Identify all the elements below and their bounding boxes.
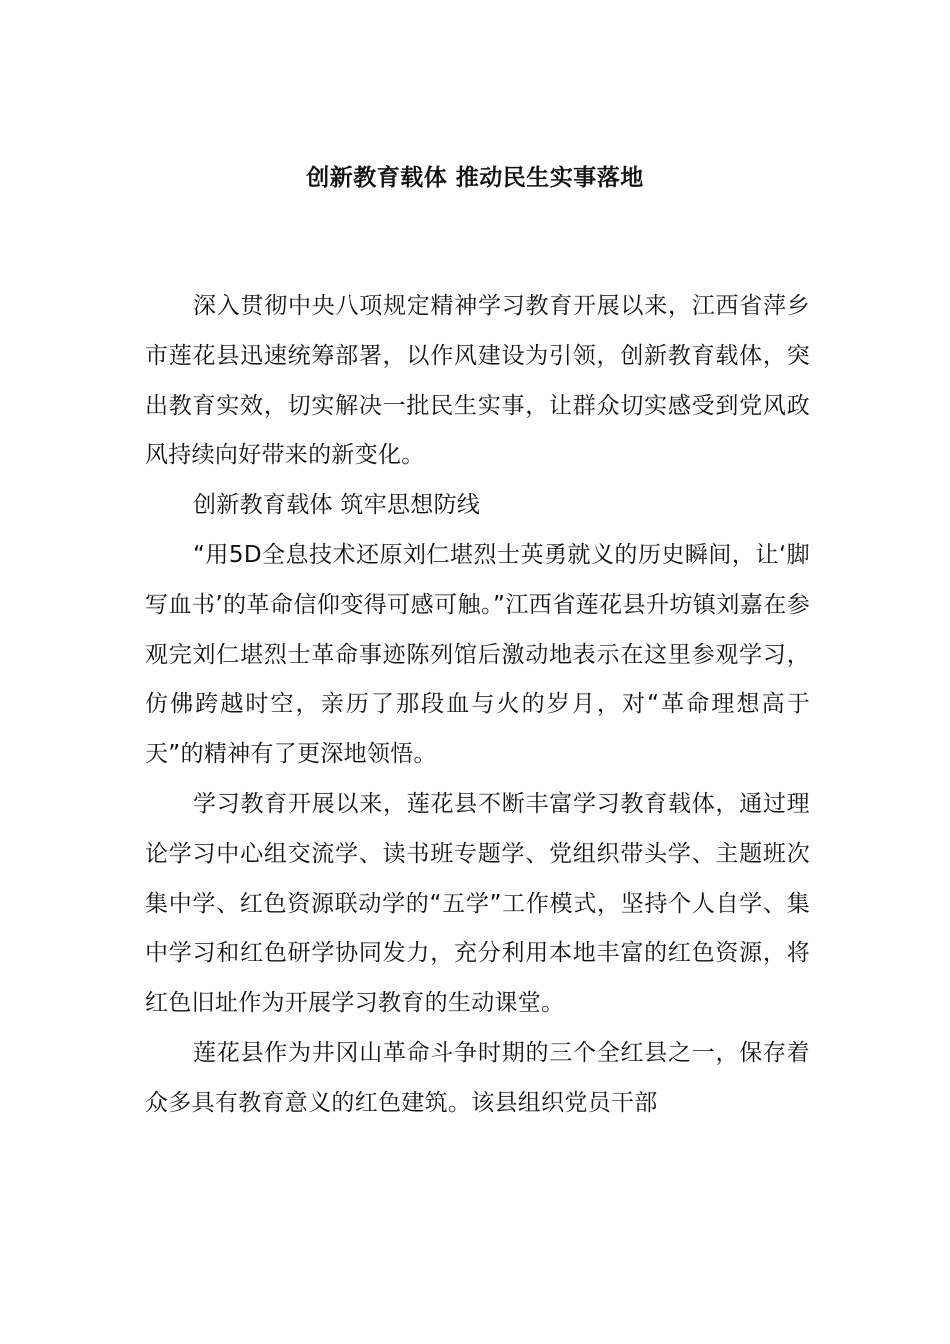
paragraph-study: 学习教育开展以来，莲花县不断丰富学习教育载体，通过理论学习中心组交流学、读书班专题学、党组织带头学、主题班次集中学、红色资源联动学的“五学”工作模式，坚持个人自学、集中学习和红色研学协同发力，充分利用本地丰富的红色资源，将红色旧址作为开展学习教育的生动课堂。: [145, 790, 810, 1017]
document-title: 创新教育载体 推动民生实事落地: [306, 165, 644, 191]
paragraph-intro: 深入贯彻中央八项规定精神学习教育开展以来，江西省萍乡市莲花县迅速统筹部署，以作风建设为引领，创新教育载体，突出教育实效，切实解决一批民生实事，让群众切实感受到党风政风持续向好带来的新变化。: [145, 293, 810, 469]
paragraph-quote: “用5D全息技术还原刘仁堪烈士英勇就义的历史瞬间，让‘脚写血书’的革命信仰变得可感可触。”江西省莲花县升坊镇刘嘉在参观完刘仁堪烈士革命事迹陈列馆后激动地表示在这里参观学习，仿佛跨越时空，亲历了那段血与火的岁月，对“革命理想高于天”的精神有了更深地领悟。: [145, 541, 810, 768]
paragraph-red-county: 莲花县作为井冈山革命斗争时期的三个全红县之一，保存着众多具有教育意义的红色建筑。该县组织党员干部: [145, 1039, 810, 1116]
section-heading: 创新教育载体 筑牢思想防线: [193, 492, 481, 519]
document-body: [145, 282, 810, 1129]
